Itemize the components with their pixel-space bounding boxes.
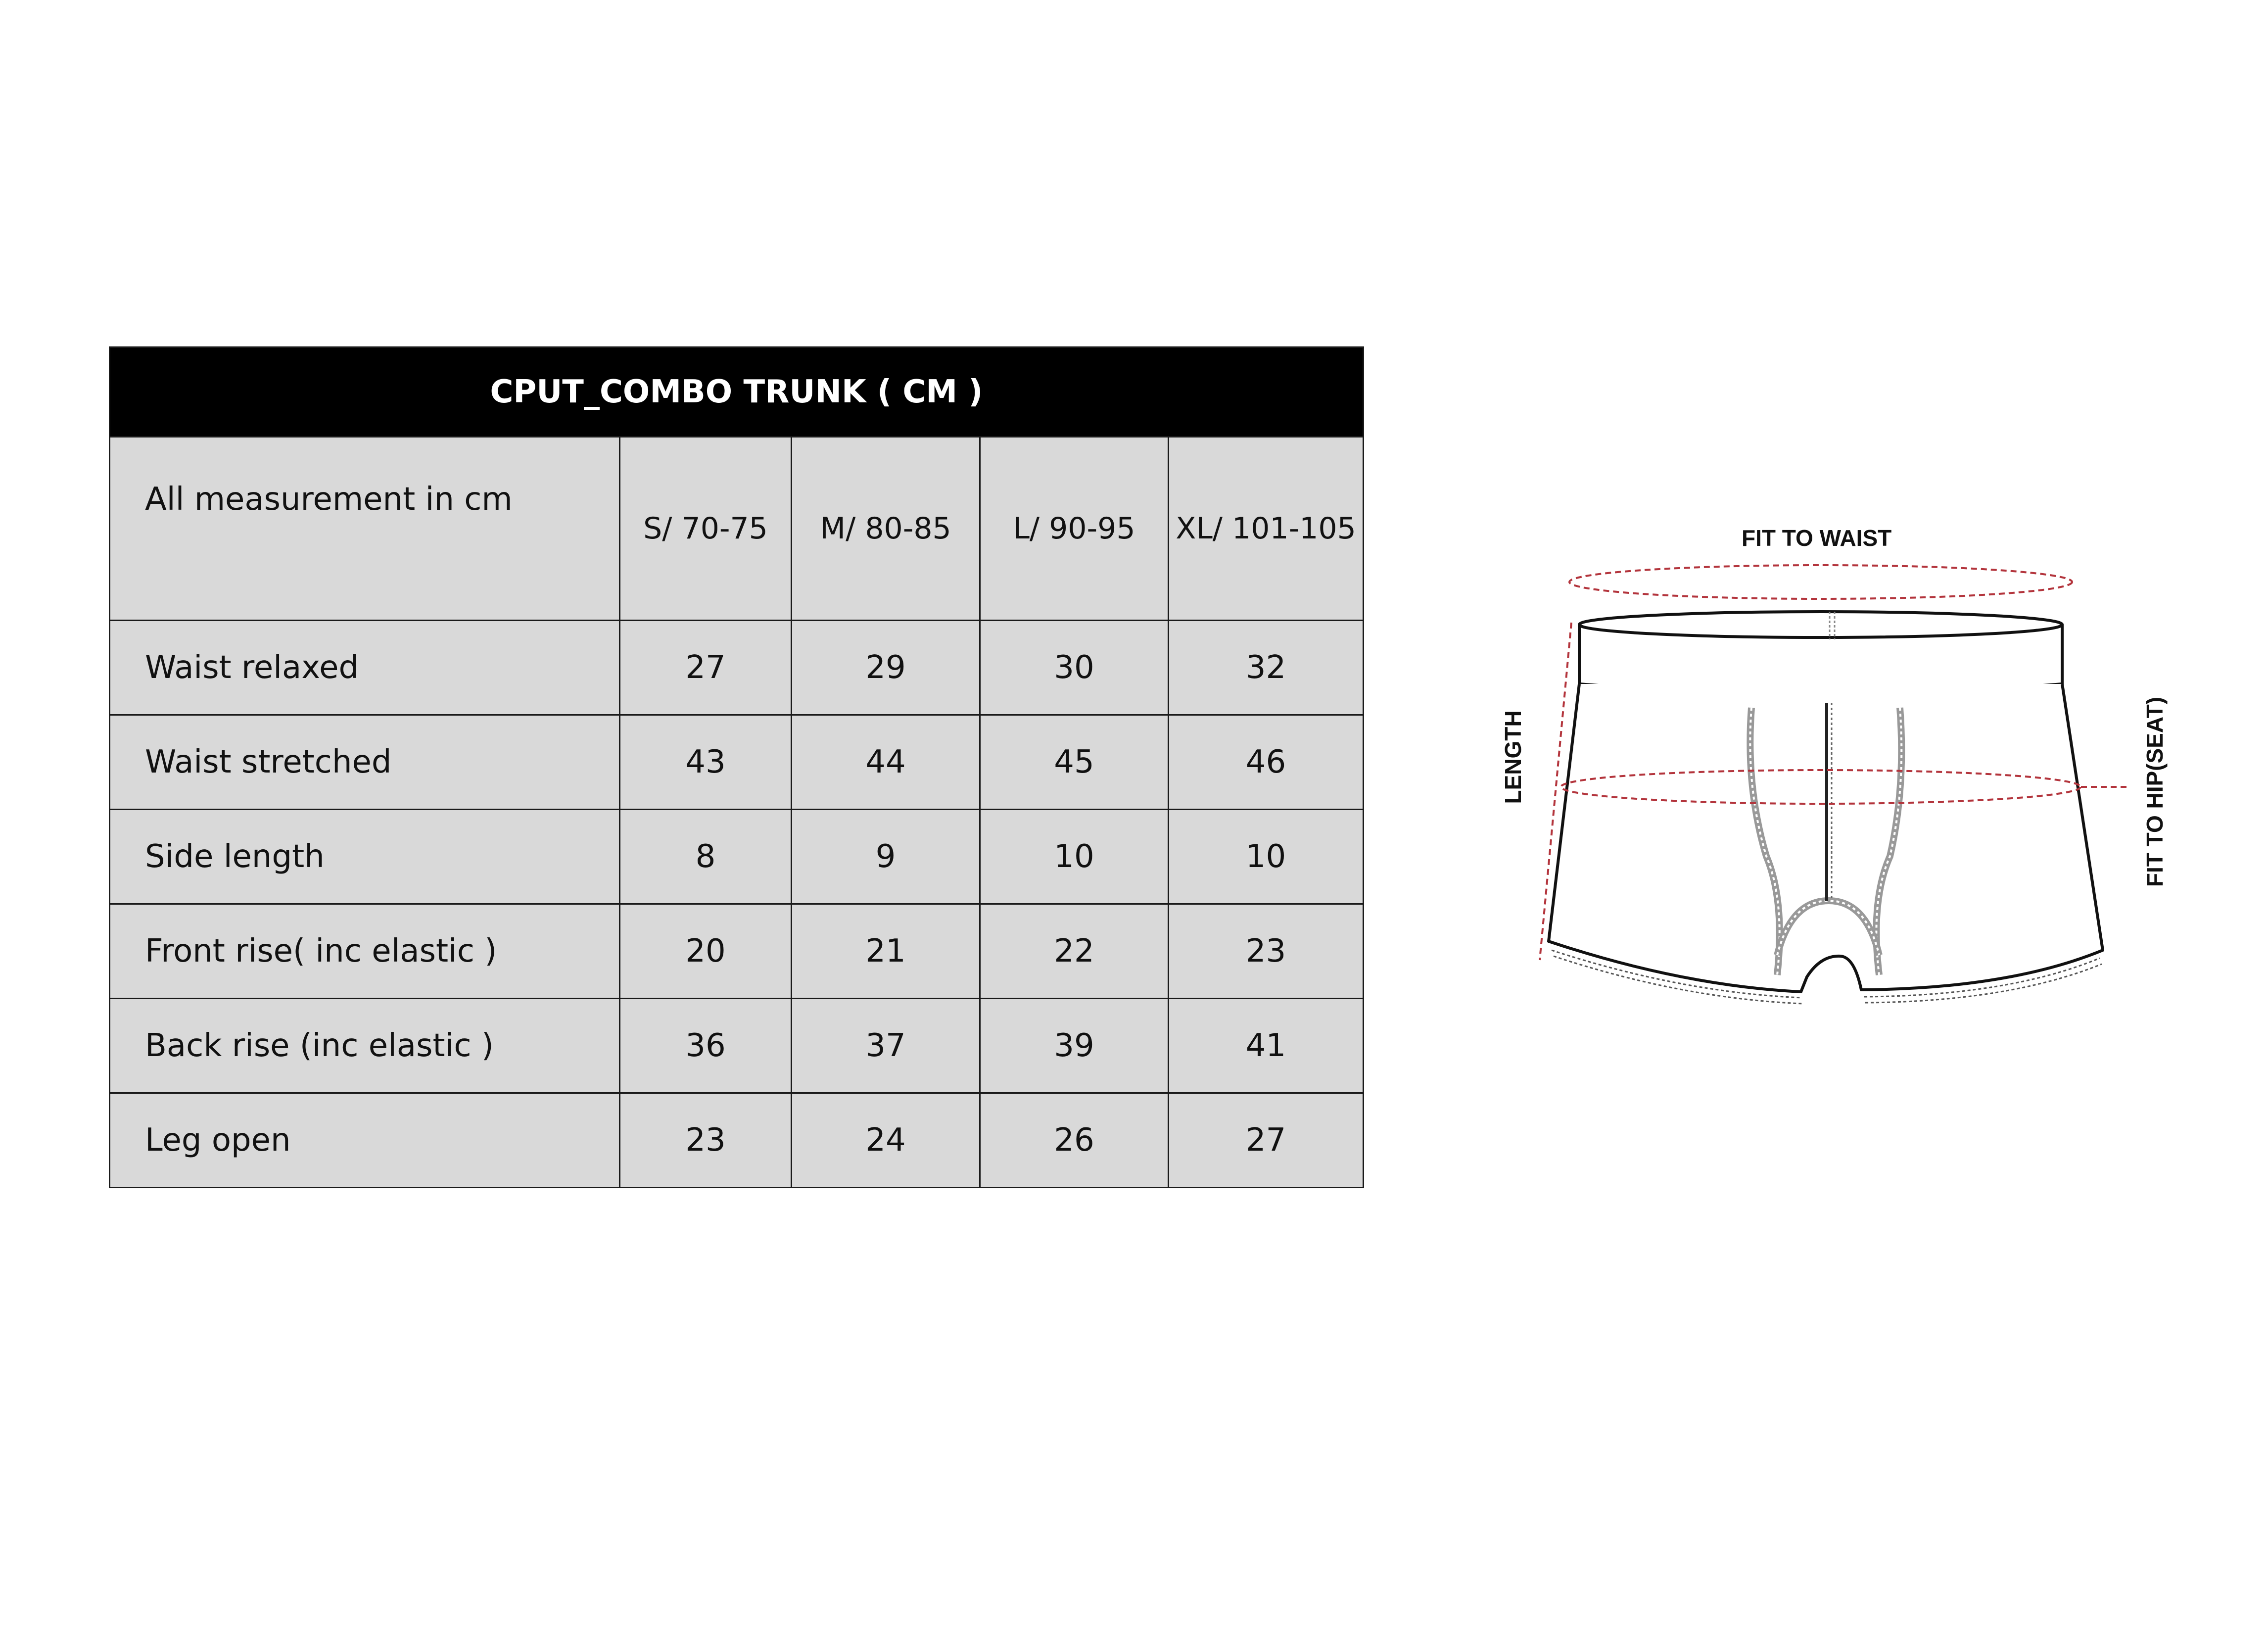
size-chart-table: [109, 346, 1364, 1188]
fit-to-hip-label: FIT TO HIP(SEAT): [2142, 696, 2168, 887]
table-cell: 22: [980, 904, 1169, 999]
table-row: [110, 810, 1364, 904]
table-header-row: [110, 437, 1364, 621]
table-cell: 26: [980, 1093, 1169, 1188]
table-cell: 32: [1169, 621, 1364, 715]
size-header-s: S/ 70-75: [620, 437, 792, 621]
size-header-m: M/ 80-85: [792, 437, 980, 621]
table-row: [110, 999, 1364, 1093]
table-row: [110, 621, 1364, 715]
table-cell: 39: [980, 999, 1169, 1093]
table-cell: 44: [792, 715, 980, 810]
trunk-measurement-diagram: [1474, 510, 2177, 1044]
measurement-unit-label: All measurement in cm: [110, 437, 620, 621]
table-cell: 21: [792, 904, 980, 999]
table-cell: 10: [980, 810, 1169, 904]
table-cell: 29: [792, 621, 980, 715]
row-label: Front rise( inc elastic ): [110, 904, 620, 999]
row-label: Waist relaxed: [110, 621, 620, 715]
table-cell: 36: [620, 999, 792, 1093]
table-cell: 45: [980, 715, 1169, 810]
table-cell: 9: [792, 810, 980, 904]
table-cell: 43: [620, 715, 792, 810]
trunk-illustration: [1474, 510, 2177, 1044]
size-header-xl: XL/ 101-105: [1169, 437, 1364, 621]
table-cell: 46: [1169, 715, 1364, 810]
table-cell: 23: [620, 1093, 792, 1188]
row-label: Back rise (inc elastic ): [110, 999, 620, 1093]
table-title-row: [110, 347, 1364, 437]
table-cell: 27: [1169, 1093, 1364, 1188]
table-cell: 27: [620, 621, 792, 715]
table-title: CPUT_COMBO TRUNK ( CM ): [110, 347, 1364, 437]
table-cell: 23: [1169, 904, 1364, 999]
length-label: LENGTH: [1500, 710, 1526, 804]
row-label: Waist stretched: [110, 715, 620, 810]
table-row: [110, 904, 1364, 999]
table-cell: 41: [1169, 999, 1364, 1093]
table-cell: 24: [792, 1093, 980, 1188]
table-row: [110, 715, 1364, 810]
waistband-top: [1579, 612, 2062, 637]
row-label: Leg open: [110, 1093, 620, 1188]
table-row: [110, 1093, 1364, 1188]
table-cell: 10: [1169, 810, 1364, 904]
waist-measure-line: [1569, 565, 2072, 599]
table-cell: 37: [792, 999, 980, 1093]
size-header-l: L/ 90-95: [980, 437, 1169, 621]
fit-to-waist-label: FIT TO WAIST: [1742, 525, 1892, 551]
table-cell: 8: [620, 810, 792, 904]
table-cell: 30: [980, 621, 1169, 715]
row-label: Side length: [110, 810, 620, 904]
table-cell: 20: [620, 904, 792, 999]
